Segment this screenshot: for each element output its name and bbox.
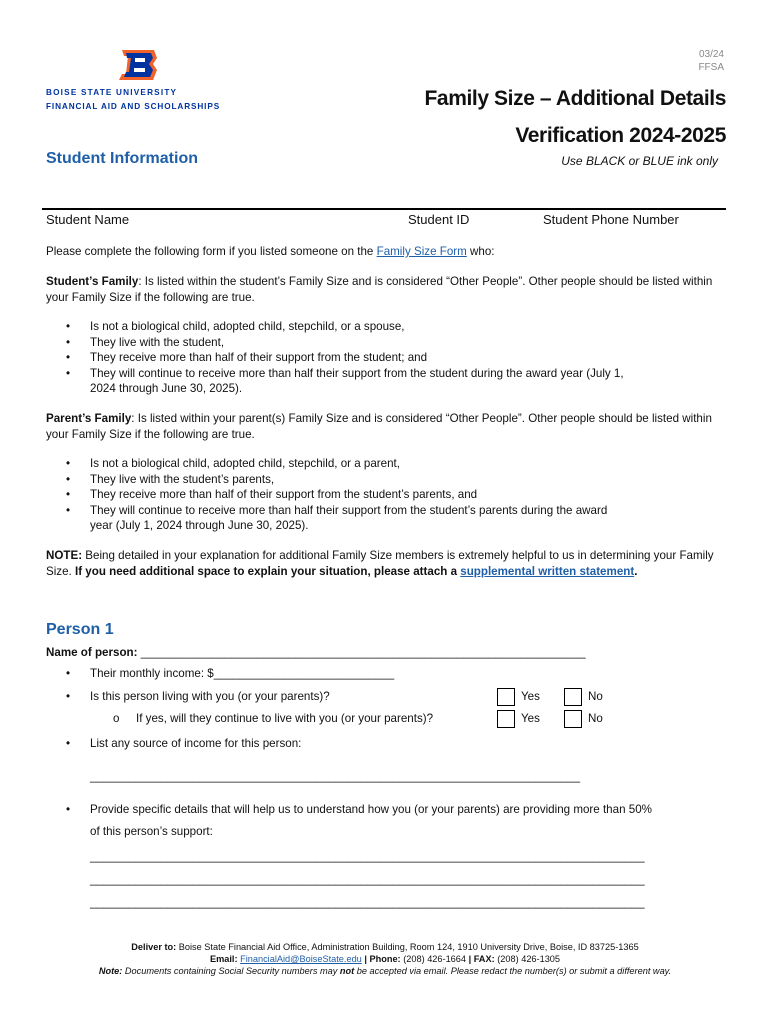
support-details-field-1[interactable]: ______________________________________________________________________________________: [90, 850, 645, 863]
date-code: 03/24: [698, 49, 724, 60]
students-family-criteria: [46, 319, 666, 397]
bullet: •: [66, 803, 71, 816]
living-yes-label: Yes: [521, 690, 540, 703]
ink-note: Use BLACK or BLUE ink only: [561, 154, 718, 168]
form-date-code: [698, 48, 724, 74]
list-item: • They will continue to receive more than half their support from the student’s parents during the award year (July 1, 2024 through June 30, 2025).: [46, 503, 630, 534]
continue-no-checkbox[interactable]: [564, 710, 582, 728]
page-title: [424, 80, 726, 154]
continue-yes-label: Yes: [521, 712, 540, 725]
students-family-text: Student’s Family: Is listed within the student’s Family Size and is considered “Other People”. Other people should be listed within your Family Size if the following are true.: [46, 275, 713, 304]
list-item: • Is not a biological child, adopted child, stepchild, or a spouse,: [46, 319, 666, 335]
family-size-form-link[interactable]: Family Size Form: [376, 245, 467, 258]
list-item: • They live with the student’s parents,: [46, 472, 666, 488]
monthly-income-label: Their monthly income: $____________________________: [90, 667, 395, 680]
student-information-heading: Student Information: [46, 150, 198, 167]
support-question-line-1: Provide specific details that will help us to understand how you (or your parents) are providing more than 50%: [90, 803, 652, 816]
signature-rule: [42, 208, 726, 210]
person-1-heading: Person 1: [46, 621, 114, 638]
note-label: NOTE:: [46, 549, 83, 562]
parents-family-criteria: [46, 456, 666, 534]
title-line-1: Family Size – Additional Details: [424, 87, 726, 110]
living-no-checkbox[interactable]: [564, 688, 582, 706]
support-details-field-2[interactable]: ______________________________________________________________________________________: [90, 873, 645, 886]
living-question: Is this person living with you (or your parents)?: [90, 690, 330, 703]
list-item: • They receive more than half of their support from the student; and: [46, 350, 666, 366]
student-name-label: Student Name: [46, 212, 130, 227]
footer-contact: Email: FinancialAid@BoiseState.edu | Phone: (208) 426-1664 | FAX: (208) 426-1305: [209, 954, 561, 964]
bullet: •: [66, 737, 71, 750]
continue-yes-checkbox[interactable]: [497, 710, 515, 728]
supplemental-statement-link[interactable]: supplemental written statement: [460, 564, 635, 578]
form-code: FFSA: [698, 62, 724, 73]
intro-text: Please complete the following form if you listed someone on the Family Size Form who:: [46, 245, 495, 258]
living-no-label: No: [588, 690, 603, 703]
income-source-question: List any source of income for this person:: [90, 737, 302, 750]
support-question-line-2: of this person’s support:: [90, 825, 213, 838]
continue-question: If yes, will they continue to live with you (or your parents)?: [136, 712, 434, 725]
boise-state-b-logo: [118, 48, 158, 82]
title-line-2: Verification 2024-2025: [515, 124, 726, 147]
students-family-label: Student’s Family: [46, 275, 139, 288]
note-text: NOTE: Being detailed in your explanation for additional Family Size members is extremely helpful to us in determining your Family Size. If you need additional space to explain your situation, please attach a supplemental written statement.: [46, 549, 714, 578]
parents-family-label: Parent’s Family: [46, 412, 132, 425]
student-id-label: Student ID: [408, 212, 470, 227]
bullet: •: [66, 667, 71, 680]
support-details-field-3[interactable]: ______________________________________________________________________________________: [90, 896, 645, 909]
list-item: • Is not a biological child, adopted child, stepchild, or a parent,: [46, 456, 666, 472]
living-yes-checkbox[interactable]: [497, 688, 515, 706]
student-phone-label: Student Phone Number: [543, 212, 679, 227]
name-of-person-field[interactable]: _____________________________________________________________________: [140, 646, 586, 659]
name-of-person-label: Name of person: _____________________________________________________________________: [46, 646, 586, 659]
university-name: BOISE STATE UNIVERSITY: [46, 88, 178, 97]
list-item: • They receive more than half of their support from the student’s parents, and: [46, 487, 666, 503]
income-source-field[interactable]: ____________________________________________________________________________: [90, 770, 581, 783]
sub-bullet: o: [113, 712, 120, 725]
list-item: • They live with the student,: [46, 335, 666, 351]
monthly-income-field[interactable]: ____________________________: [213, 667, 395, 680]
department-name: FINANCIAL AID AND SCHOLARSHIPS: [46, 102, 221, 111]
continue-no-label: No: [588, 712, 603, 725]
parents-family-text: Parent’s Family: Is listed within your parent(s) Family Size and is considered “Other People”. Other people should be listed within your Family Size if the following are true.: [46, 412, 712, 441]
email-link[interactable]: FinancialAid@BoiseState.edu: [240, 954, 362, 964]
list-item: • They will continue to receive more than half their support from the student during the award year (July 1, 2024 through June 30, 2025).: [46, 366, 630, 397]
footer-deliver: Deliver to: Boise State Financial Aid Office, Administration Building, Room 124, 1910 University Drive, Boise, ID 83725-1365: [131, 942, 639, 952]
footer-note: Note: Documents containing Social Security numbers may not be accepted via email. Please redact the number(s) or submit a different way.: [98, 966, 672, 976]
bullet: •: [66, 690, 71, 703]
